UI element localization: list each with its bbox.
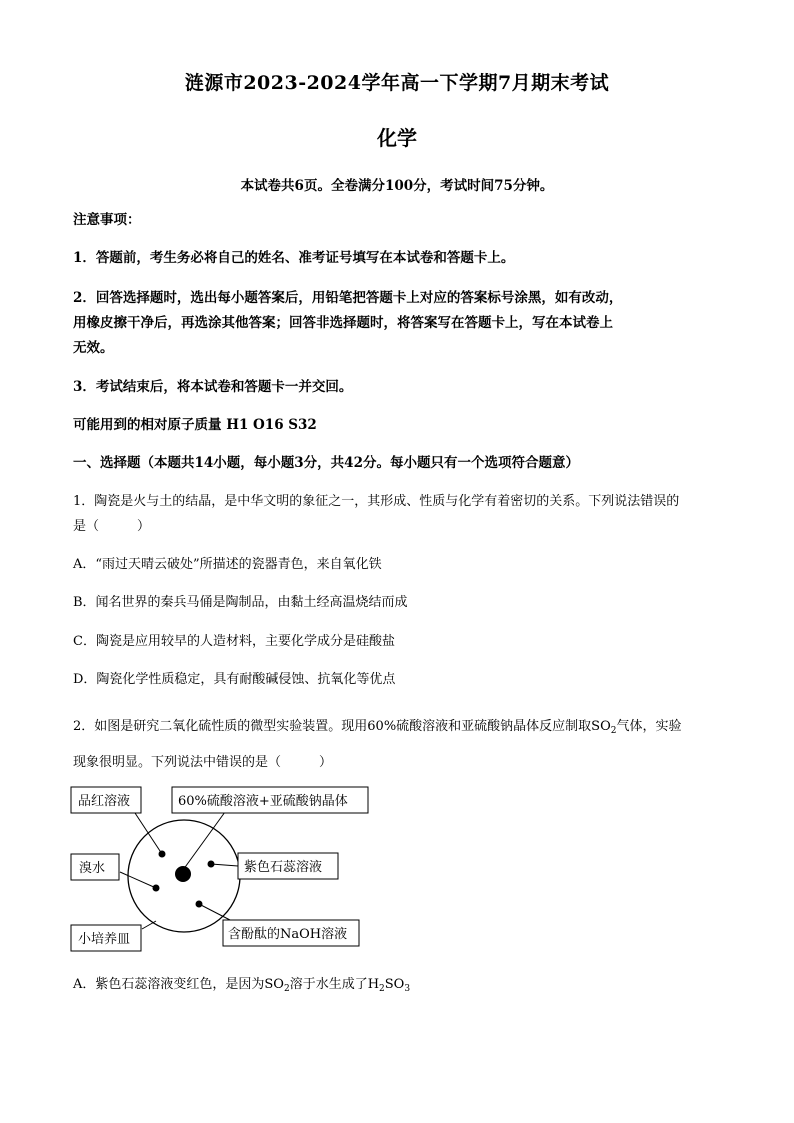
- note-item-2-line2: 用橡皮擦干净后，再选涂其他答案；回答非选择题时，将答案写在答题卡上，写在本试卷上: [73, 315, 613, 331]
- question-1-stem-line1: 1．陶瓷是火与土的结晶，是中华文明的象征之一，其形成、性质与化学有着密切的关系。下列说法错误的: [73, 494, 680, 509]
- question-1-paren-close: ）: [137, 519, 151, 534]
- bromine-label: 溴水: [79, 861, 106, 876]
- atomic-mass-line: 可能用到的相对原子质量 H1 O16 S32: [73, 417, 317, 433]
- pinhong-leader: [135, 813, 162, 854]
- note-item-2-line1: 2．回答选择题时，选出每小题答案后，用铅笔把答题卡上对应的答案标号涂黑，如有改动，: [73, 290, 623, 306]
- naoh-leader: [199, 904, 230, 920]
- question-1-option-b: B．闻名世界的秦兵马俑是陶制品，由黏土经高温烧结而成: [73, 595, 408, 610]
- note-item-3: 3．考试结束后，将本试卷和答题卡一并交回。: [73, 379, 353, 395]
- question-1-option-a: A．“雨过天晴云破处”所描述的瓷器青色，来自氧化铁: [73, 557, 382, 572]
- litmus-label: 紫色石蕊溶液: [244, 860, 323, 875]
- section-1-heading: 一、选择题（本题共14小题，每小题3分，共42分。每小题只有一个选项符合题意）: [73, 455, 579, 471]
- note-item-2: [73, 286, 733, 361]
- exam-intro: 本试卷共6页。全卷满分100分，考试时间75分钟。: [240, 178, 554, 194]
- naoh-label: 含酚酞的NaOH溶液: [228, 927, 348, 942]
- dish-leader: [142, 921, 156, 929]
- bromine-leader: [120, 872, 156, 888]
- so2-apparatus-diagram: [70, 784, 370, 954]
- acid-label: 60%硫酸溶液+亚硫酸钠晶体: [178, 794, 348, 809]
- center-reagent-dot: [175, 866, 191, 882]
- litmus-leader: [211, 864, 238, 866]
- question-1-stem: [73, 489, 733, 539]
- question-1-stem-line2: [73, 514, 733, 539]
- question-1-option-c: C．陶瓷是应用较早的人造材料，主要化学成分是硅酸盐: [73, 634, 395, 649]
- question-1-paren-open: 是（: [73, 519, 100, 534]
- note-item-2-line3: 无效。: [73, 340, 114, 356]
- exam-title: 涟源市2023-2024学年高一下学期7月期末考试: [184, 72, 610, 94]
- note-item-1: 1．答题前，考生务必将自己的姓名、准考证号填写在本试卷和答题卡上。: [73, 250, 515, 266]
- subject-title: 化学: [377, 126, 417, 150]
- question-2-stem-line2: 现象很明显。下列说法中错误的是（ ）: [73, 755, 333, 770]
- notes-heading: 注意事项：: [73, 212, 141, 228]
- question-2-option-a: A．紫色石蕊溶液变红色，是因为$SO_2$溶于水生成了$H_2SO_3$: [73, 977, 411, 994]
- question-2-stem: [73, 714, 733, 775]
- question-2-stem-line1: 2．如图是研究二氧化硫性质的微型实验装置。现用60%硫酸溶液和亚硫酸钠晶体反应制取$SO_2$气体，实验: [73, 719, 682, 736]
- pinhong-label: 品红溶液: [78, 794, 131, 809]
- question-1-option-d: D．陶瓷化学性质稳定，具有耐酸碱侵蚀、抗氧化等优点: [73, 672, 396, 687]
- dish-label: 小培养皿: [78, 932, 131, 947]
